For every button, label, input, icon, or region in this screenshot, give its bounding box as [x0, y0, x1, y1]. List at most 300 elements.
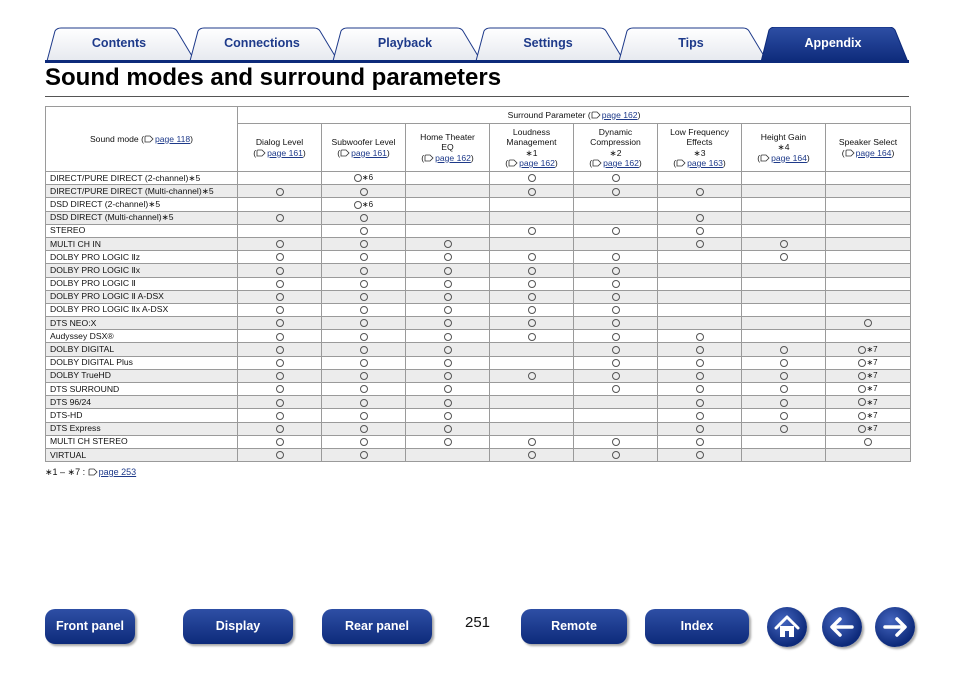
parameter-cell: [406, 317, 490, 330]
parameter-cell: [406, 224, 490, 237]
supported-circle-icon: [360, 319, 368, 327]
parameter-cell: [322, 172, 406, 185]
supported-circle-icon: [612, 319, 620, 327]
supported-circle-icon: [528, 227, 536, 235]
parameter-cell: [322, 224, 406, 237]
parameter-cell: [238, 264, 322, 277]
parameter-cell: [490, 409, 574, 422]
parameter-cell: [406, 185, 490, 198]
parameter-cell: [238, 303, 322, 316]
footnote-page-link[interactable]: page 253: [98, 467, 137, 477]
parameter-page-link[interactable]: page 164: [771, 152, 807, 163]
remote-button[interactable]: Remote: [521, 609, 627, 644]
parameter-cell: [574, 422, 658, 435]
supported-circle-icon: [276, 306, 284, 314]
supported-circle-icon: [360, 372, 368, 380]
parameter-header: Dialog Level ( page 161): [238, 124, 322, 172]
parameter-cell: [826, 251, 911, 264]
table-row: [46, 435, 911, 448]
parameter-cell: [574, 172, 658, 185]
supported-circle-icon: [276, 293, 284, 301]
parameter-cell: [490, 290, 574, 303]
parameter-cell: [238, 409, 322, 422]
parameter-cell: [322, 369, 406, 382]
supported-circle-icon: [612, 174, 620, 182]
supported-circle-icon: [444, 399, 452, 407]
parameter-header: Subwoofer Level ( page 161): [322, 124, 406, 172]
parameter-cell: [238, 383, 322, 396]
table-row: [46, 422, 911, 435]
parameter-cell: [406, 448, 490, 461]
sound-mode-name: DIRECT/PURE DIRECT (Multi-channel)∗5: [46, 185, 238, 198]
sound-mode-name: DTS Express: [46, 422, 238, 435]
table-row: [46, 224, 911, 237]
parameter-cell: [322, 303, 406, 316]
sound-mode-name: MULTI CH IN: [46, 237, 238, 250]
parameter-cell: [322, 435, 406, 448]
parameter-cell: [322, 198, 406, 211]
parameter-cell: [574, 330, 658, 343]
supported-circle-icon: [696, 346, 704, 354]
parameter-cell: [406, 211, 490, 224]
sound-modes-body: [46, 172, 911, 462]
page-ref-icon: [256, 149, 266, 157]
parameter-cell: [322, 422, 406, 435]
parameter-cell: [238, 317, 322, 330]
parameter-cell: [742, 409, 826, 422]
cell-footnote: ∗6: [361, 200, 374, 210]
parameter-cell: [742, 330, 826, 343]
page-ref-icon: [676, 159, 686, 167]
supported-circle-icon: [276, 253, 284, 261]
parameter-cell: [238, 277, 322, 290]
supported-circle-icon: [276, 425, 284, 433]
parameter-cell: [658, 211, 742, 224]
parameter-cell: [574, 251, 658, 264]
parameter-cell: [490, 172, 574, 185]
parameter-cell: [742, 277, 826, 290]
parameter-cell: [826, 409, 911, 422]
supported-circle-icon: [612, 385, 620, 393]
parameter-cell: [322, 396, 406, 409]
parameter-cell: [490, 396, 574, 409]
parameter-cell: [742, 224, 826, 237]
parameter-cell: [742, 369, 826, 382]
page-ref-icon: [508, 159, 518, 167]
parameter-cell: [490, 448, 574, 461]
table-row: [46, 251, 911, 264]
supported-circle-icon: [444, 319, 452, 327]
supported-circle-icon: [276, 346, 284, 354]
parameter-cell: [742, 343, 826, 356]
parameter-header-line: Compression: [590, 137, 641, 147]
parameter-cell: [742, 211, 826, 224]
table-row: [46, 185, 911, 198]
supported-circle-icon: [612, 188, 620, 196]
supported-circle-icon: [780, 346, 788, 354]
parameter-cell: [490, 277, 574, 290]
page-number: 251: [464, 614, 491, 631]
supported-circle-icon: [780, 359, 788, 367]
parameter-cell: [658, 172, 742, 185]
parameter-cell: [406, 409, 490, 422]
supported-circle-icon: [276, 359, 284, 367]
supported-circle-icon: [276, 385, 284, 393]
parameter-cell: [574, 435, 658, 448]
supported-circle-icon: [444, 306, 452, 314]
supported-circle-icon: [612, 438, 620, 446]
supported-circle-icon: [276, 333, 284, 341]
parameter-cell: [490, 330, 574, 343]
display-button[interactable]: Display: [183, 609, 293, 644]
parameter-cell: [742, 251, 826, 264]
parameter-header-line: Home Theater: [420, 131, 475, 142]
parameter-cell: [490, 198, 574, 211]
parameter-header-line: Low Frequency: [670, 126, 729, 137]
supported-circle-icon: [612, 359, 620, 367]
parameter-cell: [658, 422, 742, 435]
parameter-cell: [574, 185, 658, 198]
parameter-cell: [658, 303, 742, 316]
supported-circle-icon: [528, 253, 536, 261]
rear-panel-button[interactable]: Rear panel: [322, 609, 432, 644]
parameter-cell: [322, 290, 406, 303]
table-row: [46, 317, 911, 330]
parameter-cell: [658, 264, 742, 277]
tab-contents[interactable]: Contents: [91, 36, 147, 50]
parameter-cell: [238, 369, 322, 382]
parameter-cell: [322, 277, 406, 290]
supported-circle-icon: [360, 412, 368, 420]
parameter-cell: [742, 264, 826, 277]
parameter-cell: [742, 172, 826, 185]
supported-circle-icon: [360, 293, 368, 301]
parameter-cell: [406, 237, 490, 250]
parameter-page-link[interactable]: page 162: [435, 152, 471, 163]
home-icon: [767, 607, 807, 647]
parameter-header-line: Loudness: [512, 126, 551, 137]
page-ref-icon: [340, 149, 350, 157]
parameter-page-link[interactable]: page 162: [519, 158, 555, 168]
parameter-cell: [658, 317, 742, 330]
parameter-cell: [658, 277, 742, 290]
sound-mode-name: VIRTUAL: [46, 448, 238, 461]
table-row: [46, 343, 911, 356]
parameter-cell: [238, 185, 322, 198]
supported-circle-icon: [444, 412, 452, 420]
supported-circle-icon: [276, 399, 284, 407]
sound-mode-name: DSD DIRECT (Multi-channel)∗5: [46, 211, 238, 224]
home-button[interactable]: [767, 607, 807, 647]
supported-circle-icon: [612, 306, 620, 314]
parameter-cell: [742, 237, 826, 250]
parameter-header-line: ∗3: [693, 147, 706, 158]
supported-circle-icon: [360, 399, 368, 407]
parameter-cell: [238, 356, 322, 369]
supported-circle-icon: [276, 214, 284, 222]
back-button[interactable]: [822, 607, 862, 647]
supported-circle-icon: [696, 438, 704, 446]
parameter-cell: [826, 224, 911, 237]
table-row: [46, 303, 911, 316]
parameter-cell: [490, 369, 574, 382]
supported-circle-icon: [528, 319, 536, 327]
parameter-cell: [574, 448, 658, 461]
parameter-cell: [826, 264, 911, 277]
parameter-cell: [406, 251, 490, 264]
parameter-cell: [406, 435, 490, 448]
supported-circle-icon: [360, 451, 368, 459]
arrow-left-icon: [822, 607, 862, 647]
page-ref-icon: [592, 159, 602, 167]
parameter-cell: [826, 290, 911, 303]
supported-circle-icon: [360, 227, 368, 235]
page-ref-icon: [760, 154, 770, 162]
supported-circle-icon: [444, 240, 452, 248]
supported-circle-icon: [696, 399, 704, 407]
parameter-header-line: ∗1: [525, 147, 538, 158]
supported-circle-icon: [360, 267, 368, 275]
supported-circle-icon: [780, 399, 788, 407]
table-row: [46, 290, 911, 303]
parameter-header-line: Subwoofer Level: [331, 137, 396, 147]
parameter-header-line: Dynamic: [598, 126, 633, 137]
supported-circle-icon: [360, 359, 368, 367]
parameter-cell: [406, 303, 490, 316]
supported-circle-icon: [696, 188, 704, 196]
supported-circle-icon: [696, 412, 704, 420]
parameter-cell: [322, 448, 406, 461]
parameter-cell: [406, 422, 490, 435]
parameter-cell: [238, 211, 322, 224]
title-divider: [45, 96, 909, 97]
supported-circle-icon: [276, 188, 284, 196]
parameter-cell: [826, 198, 911, 211]
parameter-cell: [406, 356, 490, 369]
supported-circle-icon: [864, 319, 872, 327]
sound-mode-page-link[interactable]: page 118: [154, 133, 191, 144]
parameter-header-line: Management: [506, 137, 557, 147]
parameter-cell: [490, 343, 574, 356]
cell-footnote: ∗6: [361, 173, 374, 183]
parameter-cell: [490, 185, 574, 198]
table-row: [46, 237, 911, 250]
parameter-cell: [574, 396, 658, 409]
supported-circle-icon: [696, 372, 704, 380]
parameter-cell: [742, 448, 826, 461]
front-panel-button[interactable]: Front panel: [45, 609, 135, 644]
parameter-cell: [658, 396, 742, 409]
parameter-cell: [238, 396, 322, 409]
sound-mode-name: DOLBY PRO LOGIC Ⅱx A-DSX: [46, 303, 238, 316]
parameter-page-link[interactable]: page 162: [603, 158, 639, 168]
parameter-page-link[interactable]: page 164: [855, 147, 892, 158]
page-ref-icon: [424, 154, 434, 162]
supported-circle-icon: [612, 280, 620, 288]
parameter-cell: [490, 356, 574, 369]
sound-mode-name: DOLBY TrueHD: [46, 369, 238, 382]
tab-tips[interactable]: Tips: [678, 36, 704, 50]
tab-bar: [45, 27, 909, 63]
sound-mode-name: DOLBY PRO LOGIC Ⅱz: [46, 251, 238, 264]
parameter-cell: [406, 396, 490, 409]
supported-circle-icon: [444, 372, 452, 380]
supported-circle-icon: [276, 267, 284, 275]
parameter-cell: [322, 343, 406, 356]
parameter-cell: [658, 383, 742, 396]
parameter-cell: [574, 409, 658, 422]
page-ref-icon: [591, 111, 601, 119]
parameter-cell: [490, 422, 574, 435]
supported-circle-icon: [276, 412, 284, 420]
supported-circle-icon: [528, 293, 536, 301]
supported-circle-icon: [444, 293, 452, 301]
parameter-cell: [742, 303, 826, 316]
supported-circle-icon: [276, 438, 284, 446]
parameter-cell: [406, 172, 490, 185]
supported-circle-icon: [780, 240, 788, 248]
parameter-header-line: Height Gain: [760, 131, 807, 142]
index-button[interactable]: Index: [645, 609, 749, 644]
supported-circle-icon: [696, 385, 704, 393]
supported-circle-icon: [528, 451, 536, 459]
table-row: [46, 396, 911, 409]
sound-mode-name: DTS-HD: [46, 409, 238, 422]
page-ref-icon: [144, 135, 154, 143]
table-row: [46, 264, 911, 277]
parameter-cell: [574, 198, 658, 211]
supported-circle-icon: [360, 438, 368, 446]
parameter-cell: [574, 356, 658, 369]
supported-circle-icon: [444, 253, 452, 261]
parameter-page-link[interactable]: page 161: [267, 147, 303, 158]
supported-circle-icon: [612, 346, 620, 354]
parameter-header-line: EQ: [441, 142, 454, 153]
parameter-cell: [658, 237, 742, 250]
parameter-cell: [322, 356, 406, 369]
parameter-cell: [574, 277, 658, 290]
table-row: [46, 277, 911, 290]
parameter-cell: [826, 277, 911, 290]
supported-circle-icon: [696, 214, 704, 222]
parameter-cell: [238, 343, 322, 356]
sound-mode-name: DOLBY PRO LOGIC Ⅱ A-DSX: [46, 290, 238, 303]
surround-parameter-page-link[interactable]: page 162: [601, 109, 638, 120]
table-row: [46, 356, 911, 369]
parameter-cell: [574, 237, 658, 250]
supported-circle-icon: [696, 451, 704, 459]
supported-circle-icon: [444, 346, 452, 354]
supported-circle-icon: [276, 372, 284, 380]
supported-circle-icon: [528, 280, 536, 288]
supported-circle-icon: [780, 425, 788, 433]
parameter-cell: [490, 303, 574, 316]
cell-footnote: ∗7: [866, 384, 878, 394]
parameter-cell: [826, 343, 911, 356]
parameter-cell: [238, 435, 322, 448]
parameter-cell: [658, 369, 742, 382]
parameter-cell: [490, 317, 574, 330]
cell-footnote: ∗7: [866, 345, 878, 355]
parameter-page-link[interactable]: page 163: [687, 158, 723, 168]
parameter-cell: [238, 224, 322, 237]
parameter-cell: [406, 369, 490, 382]
parameter-cell: [322, 211, 406, 224]
supported-circle-icon: [276, 240, 284, 248]
sound-mode-name: DIRECT/PURE DIRECT (2-channel)∗5: [46, 172, 238, 185]
parameter-header: Dynamic Compression ∗2 ( page 162): [574, 124, 658, 172]
supported-circle-icon: [360, 306, 368, 314]
tab-appendix[interactable]: Appendix: [804, 36, 862, 50]
parameter-header-line: ∗2: [609, 147, 622, 158]
parameter-cell: [826, 435, 911, 448]
surround-parameter-header: Surround Parameter ( page 162): [238, 107, 911, 124]
arrow-right-icon: [875, 607, 915, 647]
parameter-cell: [406, 330, 490, 343]
parameter-cell: [322, 237, 406, 250]
supported-circle-icon: [360, 214, 368, 222]
parameter-cell: [826, 448, 911, 461]
parameter-header-line: Effects: [686, 137, 713, 147]
parameter-cell: [322, 383, 406, 396]
supported-circle-icon: [528, 333, 536, 341]
table-row: [46, 198, 911, 211]
parameter-page-link[interactable]: page 161: [351, 147, 387, 158]
supported-circle-icon: [780, 372, 788, 380]
parameter-cell: [826, 330, 911, 343]
parameter-cell: [658, 198, 742, 211]
sound-mode-name: STEREO: [46, 224, 238, 237]
parameter-cell: [406, 383, 490, 396]
sound-modes-table: [45, 106, 911, 462]
parameter-cell: [406, 290, 490, 303]
parameter-cell: [826, 172, 911, 185]
cell-footnote: ∗7: [866, 424, 878, 434]
parameter-cell: [322, 317, 406, 330]
sound-mode-name: DTS 96/24: [46, 396, 238, 409]
parameter-cell: [574, 317, 658, 330]
parameter-cell: [574, 343, 658, 356]
tab-settings[interactable]: Settings: [523, 36, 573, 50]
forward-button[interactable]: [875, 607, 915, 647]
cell-footnote: ∗7: [866, 371, 878, 381]
parameter-cell: [574, 211, 658, 224]
parameter-cell: [238, 237, 322, 250]
parameter-cell: [406, 198, 490, 211]
sound-mode-name: DTS NEO:X: [46, 317, 238, 330]
cell-footnote: ∗7: [866, 358, 878, 368]
tab-playback[interactable]: Playback: [377, 36, 433, 50]
sound-mode-name: DOLBY PRO LOGIC Ⅱ: [46, 277, 238, 290]
parameter-cell: [406, 264, 490, 277]
supported-circle-icon: [444, 333, 452, 341]
parameter-cell: [574, 224, 658, 237]
parameter-cell: [826, 383, 911, 396]
parameter-cell: [658, 409, 742, 422]
parameter-header-line: Dialog Level: [255, 137, 304, 147]
supported-circle-icon: [360, 333, 368, 341]
parameter-cell: [238, 172, 322, 185]
cell-footnote: ∗7: [866, 397, 878, 407]
tab-connections[interactable]: Connections: [224, 36, 300, 50]
parameter-cell: [322, 409, 406, 422]
parameter-cell: [658, 435, 742, 448]
parameter-cell: [742, 422, 826, 435]
parameter-cell: [826, 185, 911, 198]
supported-circle-icon: [696, 359, 704, 367]
supported-circle-icon: [360, 240, 368, 248]
supported-circle-icon: [444, 267, 452, 275]
